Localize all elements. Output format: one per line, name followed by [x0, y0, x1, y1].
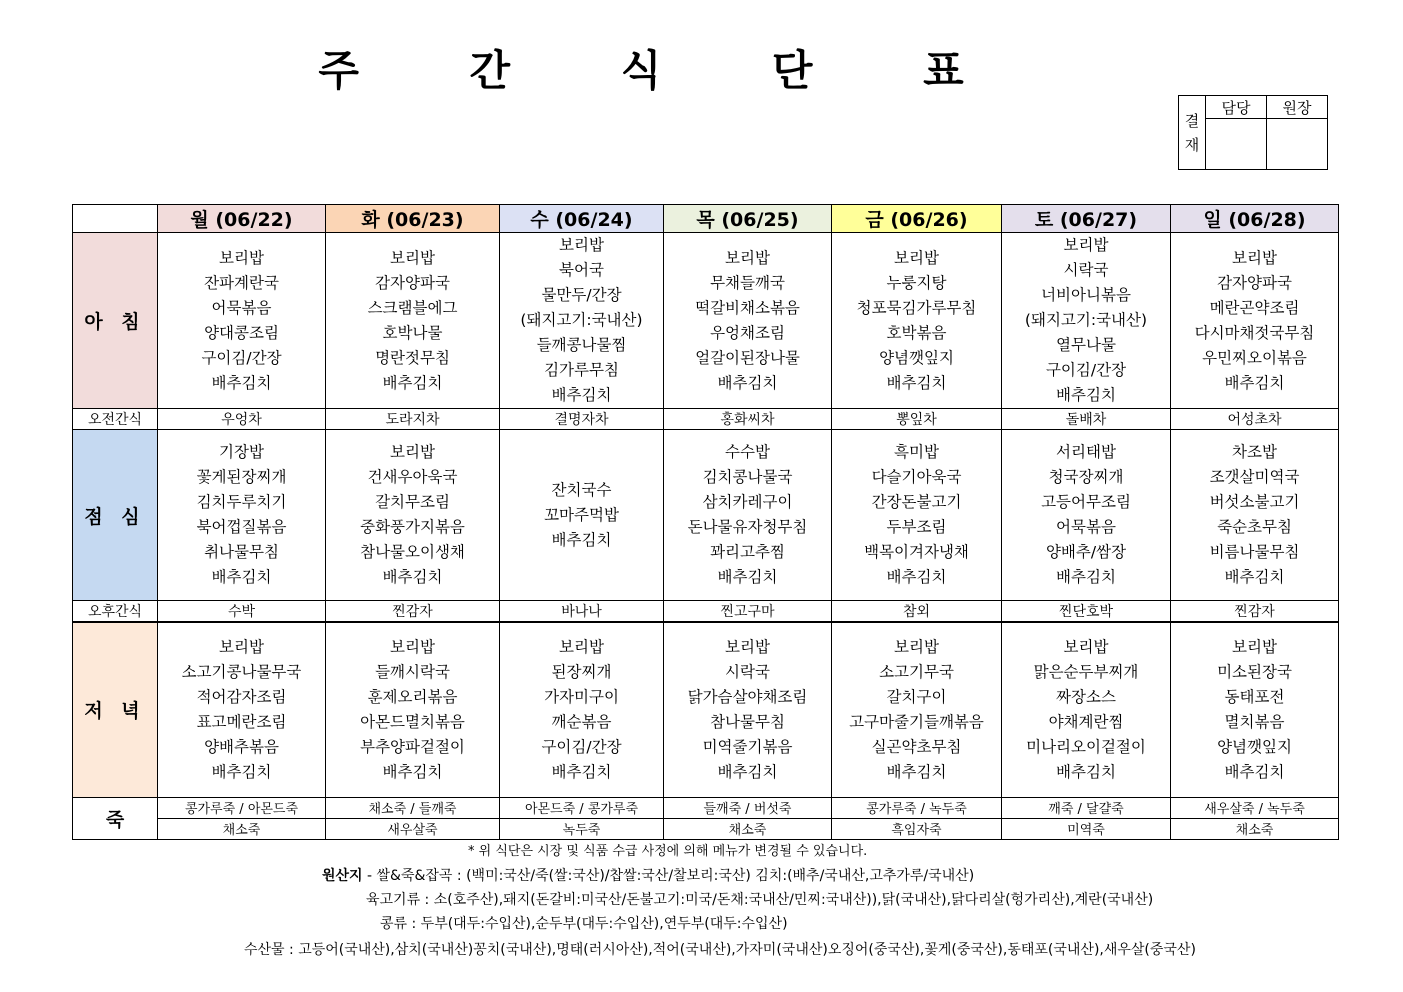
dish-item: 배추김치 — [886, 568, 947, 586]
dish-item: 양배추볶음 — [204, 737, 279, 756]
dish-item: 간장돈불고기 — [871, 493, 962, 511]
dish-item: 우엉채조림 — [710, 323, 785, 342]
dish-item: 얼갈이된장나물 — [695, 348, 800, 367]
porridge-item: 새우살죽 / 녹두죽 — [1171, 797, 1339, 818]
dish-item: 꽈리고추찜 — [710, 543, 785, 561]
breakfast-day-cell — [326, 233, 500, 409]
dish-item: 보리밥 — [1063, 637, 1109, 656]
approval-director-header: 원장 — [1267, 96, 1328, 119]
dish-item: 보리밥 — [894, 637, 939, 656]
dish-item: 백목이겨자냉채 — [864, 543, 969, 561]
lunch-day-cell — [326, 430, 500, 601]
dish-item: 야채계란찜 — [1048, 712, 1124, 731]
dish-item: 잔치국수 — [551, 480, 612, 499]
dish-item: 북어껍질볶음 — [196, 518, 287, 536]
dish-item: 가자미구이 — [544, 687, 619, 706]
dish-item: 배추김치 — [717, 568, 778, 586]
dish-item: 꽃게된장찌개 — [196, 468, 287, 486]
dinner-label: 저 녁 — [73, 622, 158, 797]
dish-item: 보리밥 — [390, 637, 435, 656]
porridge-item: 채소죽 — [664, 818, 832, 839]
dish-item: 물만두/간장 — [541, 286, 622, 304]
pm_snack-item: 찐감자 — [326, 601, 500, 623]
dish-item: 보리밥 — [1232, 637, 1277, 656]
dish-item: 된장찌개 — [551, 662, 612, 681]
porridge-item: 아몬드죽 / 콩가루죽 — [500, 797, 664, 818]
dish-item: 감자양파국 — [375, 273, 450, 292]
dish-item: 갈치구이 — [886, 687, 947, 706]
dish-item: 배추김치 — [717, 373, 778, 392]
dish-item: 보리밥 — [390, 443, 435, 461]
dish-item: 무채들깨국 — [710, 273, 785, 292]
dish-item: 배추김치 — [1056, 568, 1116, 586]
approval-staff-header: 담당 — [1206, 96, 1267, 119]
approval-staff-sign — [1206, 119, 1267, 170]
dish-item: 적어감자조림 — [196, 687, 287, 706]
dish-item: 보리밥 — [219, 637, 264, 656]
lunch-label: 점 심 — [73, 430, 158, 601]
lunch-day-cell — [500, 430, 664, 601]
breakfast-row — [73, 233, 1339, 409]
dish-item: 맑은순두부찌개 — [1033, 662, 1139, 681]
dish-item: 잔파계란국 — [204, 273, 279, 292]
dish-item: 멸치볶음 — [1224, 712, 1285, 731]
dish-item: 버섯소불고기 — [1209, 493, 1300, 511]
dish-item: 배추김치 — [717, 762, 778, 781]
day-header: 목 (06/25) — [664, 205, 832, 233]
dinner-day-cell — [1171, 622, 1339, 797]
pm_snack-item: 수박 — [158, 601, 326, 623]
dish-item: 두부조림 — [886, 518, 947, 536]
dish-item: 배추김치 — [1224, 762, 1285, 781]
day-header-row — [73, 205, 1339, 233]
dish-item: 배추김치 — [1224, 568, 1285, 586]
porridge-item: 들깨죽 / 버섯죽 — [664, 797, 832, 818]
dish-item: 배추김치 — [211, 373, 272, 392]
dish-item: 양대콩조림 — [204, 323, 279, 342]
lunch-row — [73, 430, 1339, 601]
dish-item: 닭가슴살야채조림 — [687, 687, 808, 706]
dish-item: 명란젓무침 — [375, 348, 450, 367]
am_snack-item: 도라지차 — [326, 409, 500, 430]
dish-item: 죽순초무침 — [1217, 518, 1292, 536]
dish-item: (돼지고기:국내산) — [520, 311, 643, 329]
dish-item: 너비아니볶음 — [1041, 286, 1131, 304]
dish-item: 보리밥 — [725, 637, 770, 656]
porridge-item: 채소죽 — [158, 818, 326, 839]
dish-item: 구이김/간장 — [1045, 361, 1127, 379]
dish-item: 비름나물무침 — [1209, 543, 1300, 561]
dish-item: 배추김치 — [1056, 762, 1116, 781]
dish-item: 취나물무침 — [204, 543, 279, 561]
dish-item: 다시마채젓국무침 — [1194, 323, 1315, 342]
origin-label: 원산지 — [322, 868, 363, 884]
dish-item: 갈치무조림 — [375, 493, 450, 511]
dish-item: 시락국 — [725, 662, 770, 681]
dish-item: 배추김치 — [551, 762, 612, 781]
dish-item: 북어국 — [559, 261, 604, 279]
dish-item: 배추김치 — [886, 762, 947, 781]
porridge-item: 깨죽 / 달걀죽 — [1002, 797, 1171, 818]
am-snack-label: 오전간식 — [73, 409, 158, 430]
dish-item: 누룽지탕 — [886, 273, 947, 292]
day-header: 월 (06/22) — [158, 205, 326, 233]
dish-item: 동태포전 — [1224, 687, 1285, 706]
dish-item: 부추양파겉절이 — [360, 737, 465, 756]
dish-item: 양념깻잎지 — [1217, 737, 1292, 756]
dish-item: 보리밥 — [894, 248, 939, 267]
porridge-item: 새우살죽 — [326, 818, 500, 839]
dish-item: 어묵볶음 — [1056, 518, 1116, 536]
dish-item: 흑미밥 — [894, 443, 939, 461]
lunch-day-cell — [1171, 430, 1339, 601]
dish-item: 배추김치 — [211, 762, 272, 781]
lunch-day-cell — [158, 430, 326, 601]
dish-item: 호박볶음 — [886, 323, 947, 342]
dish-item: 감자양파국 — [1217, 273, 1292, 292]
am_snack-item: 홍화씨차 — [664, 409, 832, 430]
am_snack-item: 결명자차 — [500, 409, 664, 430]
am_snack-item: 우엉차 — [158, 409, 326, 430]
dish-item: 미나리오이겉절이 — [1026, 737, 1146, 756]
day-header: 수 (06/24) — [500, 205, 664, 233]
approval-label: 결 재 — [1179, 96, 1206, 170]
dish-item: 들깨콩나물찜 — [536, 336, 627, 354]
dish-item: 보리밥 — [219, 248, 264, 267]
dish-item: 다슬기아욱국 — [871, 468, 962, 486]
dish-item: 메란곤약조림 — [1209, 298, 1300, 317]
dish-item: 보리밥 — [559, 236, 604, 254]
pm_snack-item: 찐고구마 — [664, 601, 832, 623]
origin-line-3: 콩류 : 두부(대두:수입산),순두부(대두:수입산),연두부(대두:수입산) — [380, 916, 788, 932]
dinner-row — [73, 622, 1339, 797]
dinner-day-cell — [326, 622, 500, 797]
porridge-row-1 — [73, 797, 1339, 818]
dish-item: 김가루무침 — [544, 361, 619, 379]
dish-item: 짜장소스 — [1056, 687, 1116, 706]
dish-item: 보리밥 — [1232, 248, 1277, 267]
approval-director-sign — [1267, 119, 1328, 170]
dish-item: 깨순볶음 — [551, 712, 612, 731]
menu-change-note: * 위 식단은 시장 및 식품 수급 사정에 의해 메뉴가 변경될 수 있습니다. — [468, 844, 868, 859]
dish-item: 배추김치 — [551, 530, 612, 549]
dish-item: 아몬드멸치볶음 — [360, 712, 465, 731]
dish-item: 기장밥 — [219, 443, 264, 461]
dish-item: 구이김/간장 — [541, 737, 622, 756]
menu-table — [72, 204, 1339, 840]
dish-item: 삼치카레구이 — [702, 493, 793, 511]
porridge-label: 죽 — [73, 797, 158, 839]
dish-item: 참나물오이생채 — [360, 543, 465, 561]
dish-item: 조갯살미역국 — [1209, 468, 1300, 486]
dish-item: 구이김/간장 — [201, 348, 282, 367]
dinner-day-cell — [158, 622, 326, 797]
origin-line-1: 원산지 - 쌀&죽&잡곡 : (백미:국산/죽(쌀:국산)/찹쌀:국산/찰보리:국산) 김치:(배추/국내산,고추가루/국내산) — [322, 868, 975, 884]
dish-item: 청포묵김가루무침 — [856, 298, 977, 317]
dish-item: 김치두루치기 — [196, 493, 287, 511]
dinner-day-cell — [1002, 622, 1171, 797]
dish-item: 꼬마주먹밥 — [544, 505, 619, 524]
dish-item: 열무나물 — [1056, 336, 1116, 354]
dish-item: 고구마줄기들깨볶음 — [849, 712, 984, 731]
dish-item: 청국장찌개 — [1048, 468, 1124, 486]
breakfast-day-cell — [158, 233, 326, 409]
pm_snack-item: 참외 — [832, 601, 1002, 623]
lunch-day-cell — [832, 430, 1002, 601]
day-header: 토 (06/27) — [1002, 205, 1171, 233]
approval-box — [1178, 95, 1328, 170]
dish-item: 보리밥 — [559, 637, 604, 656]
dish-item: 시락국 — [1063, 261, 1109, 279]
dish-item: 김치콩나물국 — [702, 468, 793, 486]
origin-line-2: 육고기류 : 소(호주산),돼지(돈갈비:미국산/돈불고기:미국/돈채:국내산/민찌:국내산)),닭(국내산),닭다리살(헝가리산),계란(국내산) — [366, 892, 1154, 908]
corner-cell — [73, 205, 158, 233]
dish-item: 보리밥 — [390, 248, 435, 267]
dish-item: 배추김치 — [382, 568, 443, 586]
lunch-day-cell — [1002, 430, 1171, 601]
dish-item: 배추김치 — [1056, 386, 1116, 404]
breakfast-label: 아 침 — [73, 233, 158, 409]
dish-item: 양념깻잎지 — [879, 348, 954, 367]
dish-item: 떡갈비채소볶음 — [695, 298, 800, 317]
dish-item: 실곤약초무침 — [871, 737, 962, 756]
lunch-day-cell — [664, 430, 832, 601]
dish-item: 호박나물 — [382, 323, 443, 342]
dish-item: 중화풍가지볶음 — [360, 518, 465, 536]
breakfast-day-cell — [1171, 233, 1339, 409]
pm_snack-item: 바나나 — [500, 601, 664, 623]
porridge-item: 채소죽 — [1171, 818, 1339, 839]
dish-item: 서리태밥 — [1056, 443, 1116, 461]
pm-snack-label: 오후간식 — [73, 601, 158, 623]
dish-item: 보리밥 — [725, 248, 770, 267]
dish-item: 수수밥 — [725, 443, 770, 461]
dish-item: 차조밥 — [1232, 443, 1277, 461]
dish-item: 배추김치 — [886, 373, 947, 392]
dish-item: 표고메란조림 — [196, 712, 287, 731]
dish-item: 배추김치 — [211, 568, 272, 586]
dish-item: 미소된장국 — [1217, 662, 1292, 681]
dish-item: 보리밥 — [1063, 236, 1109, 254]
porridge-item: 흑임자죽 — [832, 818, 1002, 839]
day-header: 금 (06/26) — [832, 205, 1002, 233]
porridge-item: 채소죽 / 들깨죽 — [326, 797, 500, 818]
breakfast-day-cell — [832, 233, 1002, 409]
pm_snack-item: 찐감자 — [1171, 601, 1339, 623]
porridge-item: 콩가루죽 / 아몬드죽 — [158, 797, 326, 818]
dish-item: 돈나물유자청무침 — [687, 518, 808, 536]
dish-item: 소고기콩나물무국 — [181, 662, 302, 681]
dish-item: 고등어무조림 — [1041, 493, 1131, 511]
dinner-day-cell — [832, 622, 1002, 797]
breakfast-day-cell — [500, 233, 664, 409]
breakfast-day-cell — [664, 233, 832, 409]
dish-item: 훈제오리볶음 — [367, 687, 458, 706]
pm_snack-item: 찐단호박 — [1002, 601, 1171, 623]
am_snack-item: 어성초차 — [1171, 409, 1339, 430]
porridge-row-2 — [73, 818, 1339, 839]
dish-item: 건새우아욱국 — [367, 468, 458, 486]
day-header: 화 (06/23) — [326, 205, 500, 233]
porridge-item: 녹두죽 — [500, 818, 664, 839]
dinner-day-cell — [664, 622, 832, 797]
dish-item: 배추김치 — [382, 762, 443, 781]
am_snack-item: 뽕잎차 — [832, 409, 1002, 430]
dish-item: 어묵볶음 — [211, 298, 272, 317]
page-title: 주 간 식 단 표 — [318, 46, 1012, 95]
porridge-item: 콩가루죽 / 녹두죽 — [832, 797, 1002, 818]
pm-snack-row — [73, 601, 1339, 623]
origin-line-4: 수산물 : 고등어(국내산),삼치(국내산)꽁치(국내산),명태(러시아산),적어(국내산),가자미(국내산)오징어(중국산),꽃게(중국산),동태포(국내산),새우살(중국산) — [244, 942, 1196, 958]
day-header: 일 (06/28) — [1171, 205, 1339, 233]
breakfast-day-cell — [1002, 233, 1171, 409]
dish-item: 배추김치 — [382, 373, 443, 392]
dish-item: 배추김치 — [1224, 373, 1285, 392]
porridge-item: 미역죽 — [1002, 818, 1171, 839]
dish-item: 배추김치 — [551, 386, 612, 404]
dish-item: (돼지고기:국내산) — [1024, 311, 1148, 329]
dish-item: 참나물무침 — [710, 712, 785, 731]
dish-item: 양배추/쌈장 — [1045, 543, 1127, 561]
am_snack-item: 돌배차 — [1002, 409, 1171, 430]
dinner-day-cell — [500, 622, 664, 797]
dish-item: 스크램블에그 — [367, 298, 458, 317]
dish-item: 들깨시락국 — [375, 662, 450, 681]
am-snack-row — [73, 409, 1339, 430]
dish-item: 우민찌오이볶음 — [1202, 348, 1307, 367]
dish-item: 소고기무국 — [879, 662, 954, 681]
dish-item: 미역줄기볶음 — [702, 737, 793, 756]
